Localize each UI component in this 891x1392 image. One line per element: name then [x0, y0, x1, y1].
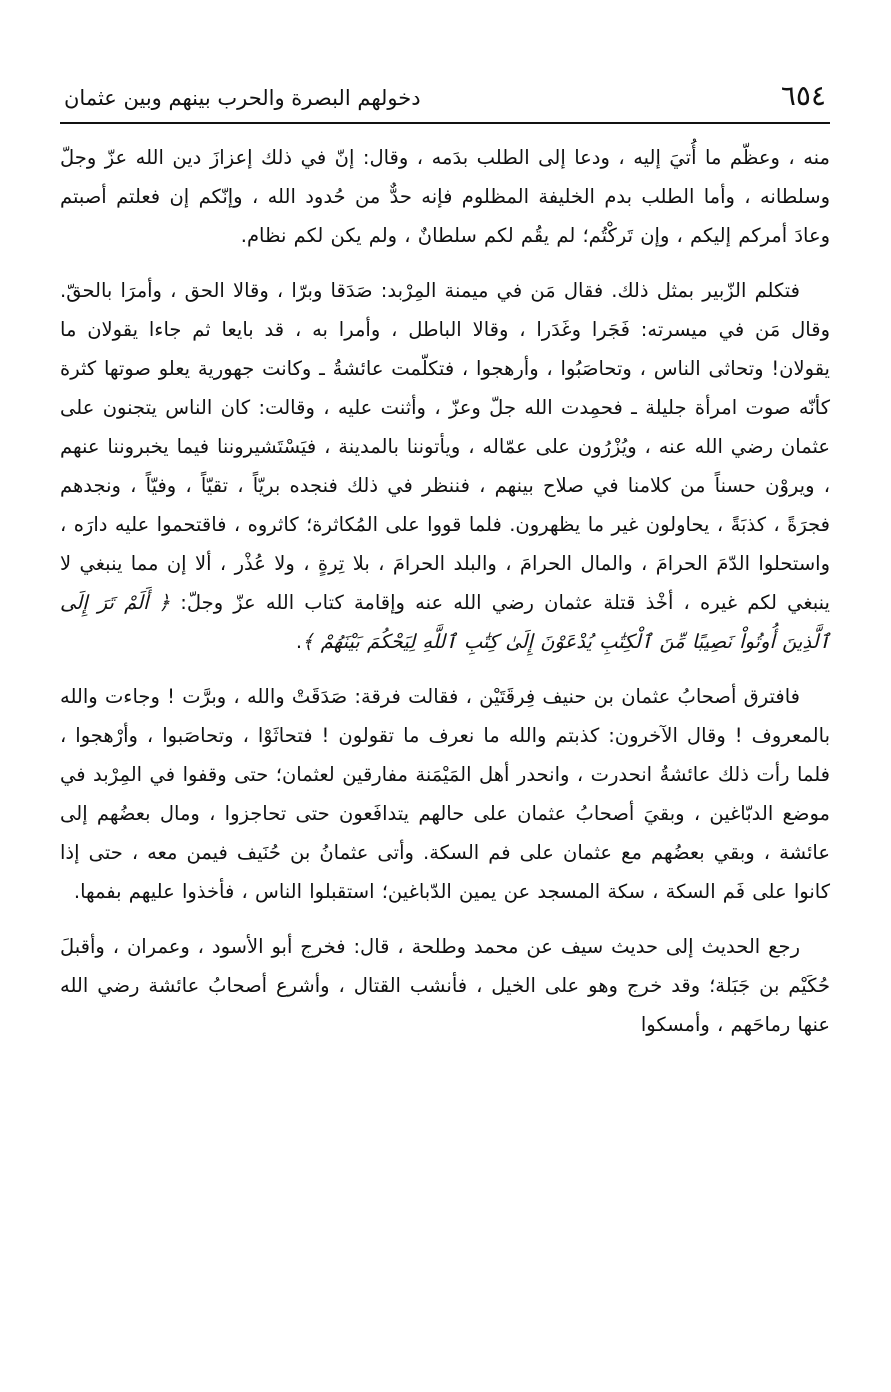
paragraph: فافترق أصحابُ عثمان بن حنيف فِرقَتَيْن ، فقالت فرقة: صَدَقَتْ والله ، وبرَّت ! وجاءت والله بالمعروف ! وقال الآخرون: كذبتم والله ما نعرف ما تقولون ! فتحاثَوْا ، وتحاصَبوا ، وأرْهجوا ، فلما رأت ذلك عائشةُ انحدرت ، وانحدر أهل المَيْمَنة مفارقين لعثمان؛ حتى وقفوا في المِرْبد في موضع الدبّاغين ، وبقيَ أصحابُ عثمان على حالهم يتدافَعون حتى تحاجزوا ، ومال بعضُهم إلى عائشة ، وبقي بعضُهم مع عثمان على فم السكة. وأتى عثمانُ بن حُنَيف فيمن معه ، حتى إذا كانوا على فَم السكة ، سكة المسجد عن يمين الدّباغين؛ استقبلوا الناس ، فأخذوا عليهم بفمها. — [60, 685, 830, 903]
book-page — [60, 78, 830, 1060]
paragraph: رجع الحديث إلى حديث سيف عن محمد وطلحة ، قال: فخرج أبو الأسود ، وعمران ، وأقبلَ حُكَيْم بن جَبَلة؛ وقد خرج وهو على الخيل ، فأنشب القتال ، وأشرع أصحابُ عائشة رضي الله عنها رماحَهم ، وأمسكوا — [60, 935, 830, 1036]
quran-verse: ﴿ أَلَمْ تَرَ إِلَى ٱلَّذِينَ أُوتُواْ نَصِيبًا مِّنَ ٱلْكِتَٰبِ يُدْعَوْنَ إِلَىٰ كِتَٰبِ ٱللَّهِ لِيَحْكُمَ بَيْنَهُمْ ﴾ — [60, 591, 830, 653]
page-body — [60, 138, 830, 1044]
paragraph-text: فتكلم الزّبير بمثل ذلك. فقال مَن في ميمنة المِرْبد: صَدَقا وبرّا ، وقالا الحق ، وأمرَا بالحقّ. وقال مَن في ميسرته: فَجَرا وغَدَرا ، وقالا الباطل ، وأمرا به ، قد بايعا ثم جاءا يقولان ما يقولان! وتحاثى الناس ، وتحاصَبُوا ، وأرهجوا ، فتكلّمت عائشةُ ـ وكانت جهورية يعلو صوتها كثرة كأنّه صوت امرأة جليلة ـ فحمِدت الله جلّ وعزّ ، وأثنت عليه ، وقالت: كان الناس يتجنون على عثمان رضي الله عنه ، ويُزْرُون على عمّاله ، ويأتوننا بالمدينة ، فيَسْتَشيروننا فيما يخبروننا عنهم ، ويروْن حسناً من كلامنا في صلاح بينهم ، فننظر في ذلك فنجده بريّاً ، تقيّاً ، وفيّاً ، ونجدهم فجرَةً ، كذبَةً ، يحاولون غير ما يظهرون. فلما قووا على المُكاثرة؛ كاثروه ، فاقتحموا عليه دارَه ، واستحلوا الدّمَ الحرامَ ، والمال الحرامَ ، والبلد الحرامَ ، بلا تِرةٍ ، ولا عُذْر ، ألا إن مما ينبغي لا ينبغي لكم غيره ، أخْذ قتلة عثمان رضي الله عنه وإقامة كتاب الله عزّ وجلّ: — [60, 279, 830, 614]
page-number: ٦٥٤ — [780, 79, 826, 112]
paragraph: منه ، وعظّم ما أُتيَ إليه ، ودعا إلى الطلب بدَمه ، وقال: إنّ في ذلك إعزازَ دين الله عزّ وجلّ وسلطانه ، وأما الطلب بدم الخليفة المظلوم فإنه حدٌّ من حُدود الله ، وإنّكم إن فعلتم أصبتم وعادَ أمركم إليكم ، وإن تَركْتُم؛ لم يقُم لكم سلطانٌ ، ولم يكن لكم نظام. — [60, 146, 830, 247]
paragraph-text-end: . — [295, 630, 303, 653]
running-title: دخولهم البصرة والحرب بينهم وبين عثمان — [64, 86, 421, 110]
paragraph — [60, 271, 830, 661]
page-header — [60, 78, 830, 124]
